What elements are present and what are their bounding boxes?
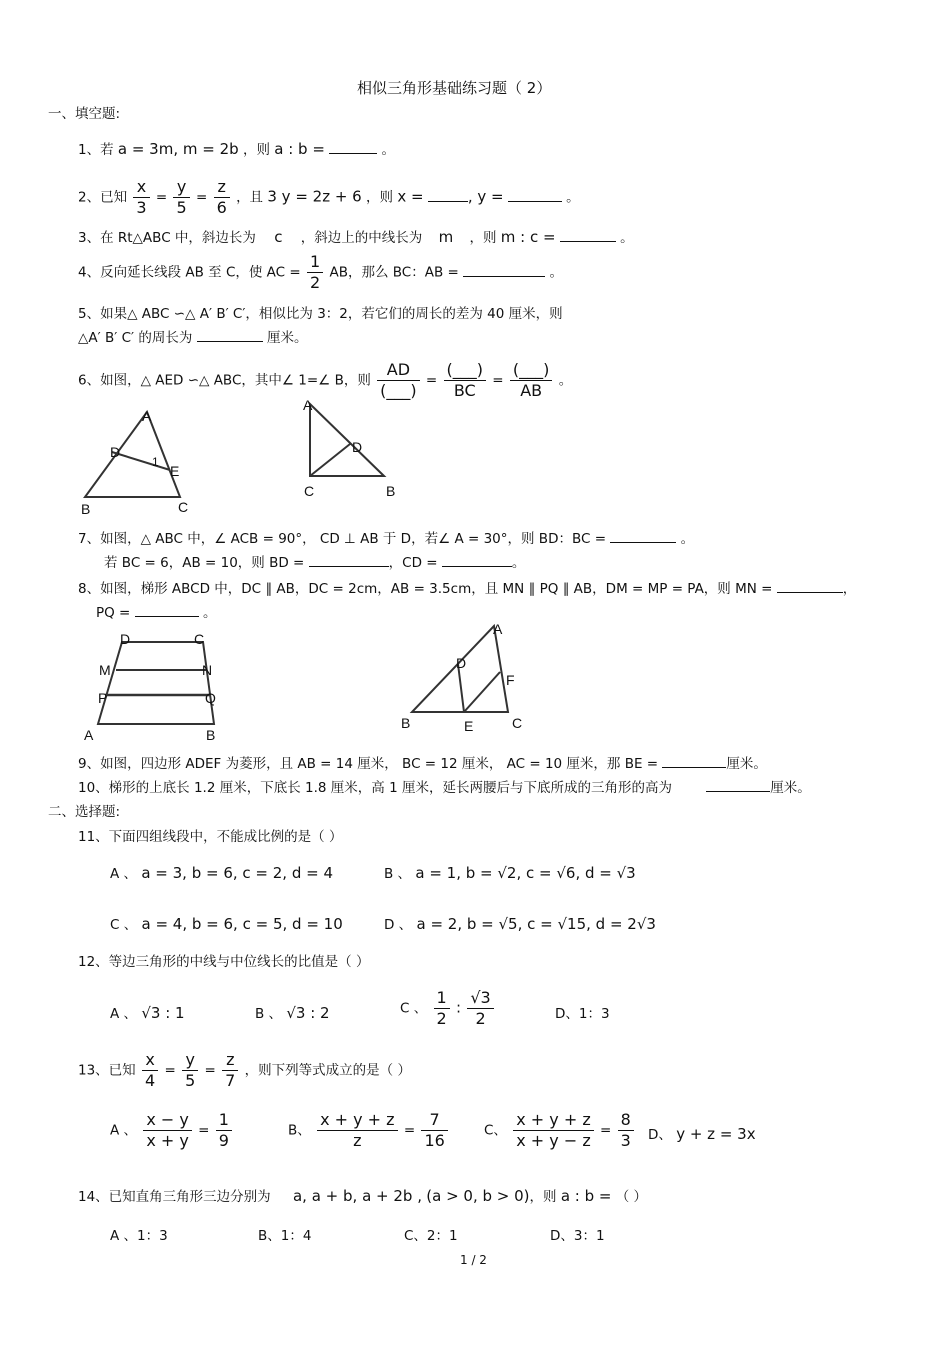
section-fill-blank: 一、填空题: bbox=[48, 106, 121, 122]
trapezoid-abcd bbox=[98, 642, 214, 724]
q13-a-lhs: $\frac{x - y}{x + y}$ bbox=[143, 1110, 192, 1151]
label-a: A bbox=[303, 397, 313, 413]
label-b: B bbox=[386, 483, 396, 499]
q11-option-a[interactable] bbox=[110, 862, 333, 882]
q12-option-b-text: √3 : 2 bbox=[286, 1004, 330, 1022]
q12-option-c-label: C 、 bbox=[400, 1000, 428, 1017]
label-p: P bbox=[98, 690, 108, 706]
q13-option-c[interactable] bbox=[484, 1110, 636, 1151]
q13-option-d[interactable] bbox=[648, 1123, 756, 1143]
segment-de bbox=[112, 452, 170, 470]
q13-b-equals: = bbox=[403, 1122, 416, 1139]
q13-option-d-label: D、 bbox=[648, 1127, 672, 1143]
question-1 bbox=[78, 138, 395, 158]
label-q: Q bbox=[205, 690, 216, 706]
label-d: D bbox=[456, 655, 467, 671]
q14-option-d[interactable]: D、3：1 bbox=[550, 1228, 605, 1244]
q2-frac-y: $\frac{y}{5}$ bbox=[173, 177, 189, 218]
q14-ratio: a : b = bbox=[560, 1187, 612, 1205]
q13-option-d-text: y + z = 3x bbox=[676, 1125, 756, 1143]
label-d: D bbox=[120, 631, 131, 647]
q2-x: x = bbox=[397, 187, 424, 206]
q11-option-b-label: B 、 bbox=[384, 866, 412, 882]
q14-paren: （ ） bbox=[615, 1189, 648, 1205]
q2-equation: 3 y = 2z + 6 bbox=[267, 187, 362, 206]
q11-option-b-text: a = 1, b = √2, c = √6, d = √3 bbox=[415, 864, 636, 882]
question-5-line2 bbox=[78, 326, 307, 346]
segment-cd bbox=[310, 444, 350, 476]
question-12-stem: 12、等边三角形的中线与中位线长的比值是（ ） bbox=[78, 954, 370, 970]
q8-pq-blank[interactable] bbox=[135, 603, 199, 618]
label-b: B bbox=[401, 715, 411, 731]
question-7-line1 bbox=[78, 527, 694, 547]
q12-option-b-label: B 、 bbox=[255, 1006, 283, 1022]
q3-m: m bbox=[438, 228, 454, 246]
q8-comma: ， bbox=[842, 581, 857, 597]
q4-end: 。 bbox=[549, 264, 563, 281]
q7-cd-blank[interactable] bbox=[442, 553, 512, 568]
q13-frac-x: $\frac{x}{4}$ bbox=[142, 1050, 158, 1091]
q2-y: , y = bbox=[467, 187, 504, 206]
q9-answer-blank[interactable] bbox=[662, 754, 726, 769]
q1-end: 。 bbox=[381, 142, 395, 158]
q2-and: ，且 bbox=[236, 189, 264, 206]
q13-b-lhs: $\frac{x + y + z}{z}$ bbox=[317, 1110, 398, 1151]
q9-text: 9、如图，四边形 ADEF 为菱形，且 AB = 14 厘米， BC = 12 厘米， AC = 10 厘米，那 BE = bbox=[78, 756, 659, 772]
question-6: 6、如图，△ AED ∽△ ABC，其中∠ 1=∠ B，则 $\frac{AD}{(\_\_\_)}$ = $\frac{(\_\_\_)}{BC}$ = $\frac{(\_\_\_)}{AB}$ 。 bbox=[78, 360, 573, 400]
label-e: E bbox=[170, 463, 180, 479]
q7-cd: ，CD = bbox=[388, 555, 438, 571]
q3-then: ，则 bbox=[469, 230, 497, 246]
q14-sides: a, a + b, a + 2b , bbox=[292, 1187, 422, 1205]
q6-frac-1: $\frac{AD}{(\_\_\_)}$ bbox=[377, 360, 419, 401]
q12-option-a[interactable] bbox=[110, 1002, 185, 1022]
q13-c-equals: = bbox=[600, 1122, 612, 1139]
q10-unit: 厘米。 bbox=[770, 780, 811, 796]
q12-c-frac-1: $\frac{1}{2}$ bbox=[434, 988, 450, 1029]
q7-end: 。 bbox=[680, 531, 695, 547]
q8-mn-blank[interactable] bbox=[777, 579, 843, 594]
q3-expr: m : c = bbox=[500, 228, 556, 246]
q6-end: 。 bbox=[558, 372, 573, 389]
q11-option-a-text: a = 3, b = 6, c = 2, d = 4 bbox=[141, 864, 334, 882]
triangle-abc bbox=[85, 412, 180, 497]
q11-option-d[interactable] bbox=[384, 913, 656, 933]
label-a: A bbox=[142, 408, 152, 424]
label-n: N bbox=[202, 662, 213, 678]
q11-option-c[interactable] bbox=[110, 913, 343, 933]
q12-option-c[interactable] bbox=[400, 988, 496, 1029]
q5-perimeter: △A′ B′ C′ 的周长为 bbox=[78, 330, 193, 346]
q7-given: 若 BC = 6，AB = 10，则 BD = bbox=[104, 555, 305, 571]
page-number: 1 / 2 bbox=[460, 1253, 487, 1267]
question-3 bbox=[78, 226, 634, 246]
q12-c-frac-2: $\frac{√3}{2}$ bbox=[467, 988, 493, 1029]
figure-rhombus-adef bbox=[396, 616, 536, 741]
q11-option-b[interactable] bbox=[384, 862, 636, 882]
label-angle-1: 1 bbox=[152, 455, 159, 469]
label-c: C bbox=[512, 715, 523, 731]
q4-half: $\frac{1}{2}$ bbox=[307, 252, 323, 293]
q12-option-a-text: √3 : 1 bbox=[141, 1004, 185, 1022]
label-a: A bbox=[493, 621, 503, 637]
q13-option-c-label: C、 bbox=[484, 1122, 507, 1139]
q9-unit: 厘米。 bbox=[726, 756, 767, 772]
q1-answer-blank[interactable] bbox=[329, 140, 377, 155]
q14-option-a[interactable]: A 、1：3 bbox=[110, 1228, 168, 1244]
q4-then: AB，那么 BC：AB = bbox=[329, 264, 459, 281]
q13-c-lhs: $\frac{x + y + z}{x + y - z}$ bbox=[513, 1110, 594, 1151]
q13-a-equals: = bbox=[198, 1122, 210, 1139]
q2-frac-x: $\frac{x}{3}$ bbox=[133, 177, 149, 218]
q7-ratio-blank[interactable] bbox=[610, 529, 676, 544]
q1-expr: a : b = bbox=[274, 140, 325, 158]
label-e: E bbox=[464, 718, 474, 734]
q3-prefix: 3、在 Rt△ABC 中，斜边长为 bbox=[78, 230, 256, 246]
q12-option-b[interactable] bbox=[255, 1002, 330, 1022]
q2-y-blank[interactable] bbox=[508, 187, 562, 202]
q6-prefix: 6、如图，△ AED ∽△ ABC，其中∠ 1=∠ B，则 bbox=[78, 372, 371, 389]
q6-frac-3: $\frac{(\_\_\_)}{AB}$ bbox=[510, 360, 552, 401]
q3-answer-blank[interactable] bbox=[560, 228, 616, 243]
figure-right-triangle-abc bbox=[298, 396, 408, 506]
q8-end: 。 bbox=[202, 605, 217, 621]
q14-option-c[interactable]: C、2：1 bbox=[404, 1228, 458, 1244]
label-d: D bbox=[352, 439, 363, 455]
q11-option-d-label: D 、 bbox=[384, 917, 413, 933]
q2-end: 。 bbox=[566, 189, 580, 206]
label-f: F bbox=[506, 672, 515, 688]
q1-condition: a = 3m, m = 2b bbox=[117, 140, 239, 158]
q13-b-rhs: $\frac{7}{16}$ bbox=[421, 1110, 447, 1151]
triangle-abc-right bbox=[310, 404, 384, 476]
q12-option-a-label: A 、 bbox=[110, 1006, 138, 1022]
label-c: C bbox=[178, 499, 189, 515]
label-c: C bbox=[304, 483, 315, 499]
question-9 bbox=[78, 752, 767, 772]
q5-unit: 厘米。 bbox=[266, 330, 308, 346]
q2-frac-z: $\frac{z}{6}$ bbox=[214, 177, 230, 218]
question-5-line1: 5、如果△ ABC ∽△ A′ B′ C′，相似比为 3：2，若它们的周长的差为 40 厘米，则 bbox=[78, 306, 563, 322]
q2-x-blank[interactable] bbox=[428, 187, 468, 202]
q13-option-a-label: A 、 bbox=[110, 1122, 138, 1139]
label-c: C bbox=[194, 631, 205, 647]
q13-option-b-label: B、 bbox=[288, 1122, 311, 1139]
figure-triangle-aed-abc bbox=[75, 402, 205, 517]
q5-answer-blank[interactable] bbox=[197, 328, 263, 343]
question-7-line2 bbox=[104, 551, 525, 571]
q2-prefix: 2、已知 bbox=[78, 189, 128, 206]
q12-option-d[interactable]: D、1：3 bbox=[555, 1006, 610, 1022]
q7-end2: 。 bbox=[511, 555, 526, 571]
q14-prefix: 14、已知直角三角形三边分别为 bbox=[78, 1189, 271, 1205]
label-a: A bbox=[84, 727, 94, 743]
q7-bd-blank[interactable] bbox=[309, 553, 389, 568]
label-b: B bbox=[81, 501, 91, 517]
q8-pq: PQ = bbox=[96, 605, 131, 621]
q3-c: c bbox=[274, 228, 283, 246]
segment-de bbox=[458, 664, 464, 712]
q1-prefix: 1、若 bbox=[78, 142, 114, 158]
question-2: 2、已知 $\frac{x}{3}$ = $\frac{y}{5}$ = $\frac{z}{6}$ ，且 3 y = 2z + 6 ，则 x = , y = 。 bbox=[78, 177, 580, 217]
q14-option-b[interactable]: B、1：4 bbox=[258, 1228, 312, 1244]
label-b: B bbox=[206, 727, 216, 743]
q6-frac-2: $\frac{(\_\_\_)}{BC}$ bbox=[444, 360, 486, 401]
q8-text: 8、如图，梯形 ABCD 中，DC ∥ AB，DC = 2cm，AB = 3.5cm，且 MN ∥ PQ ∥ AB，DM = MP = PA，则 MN = bbox=[78, 581, 773, 597]
label-d: D bbox=[110, 444, 121, 460]
q13-c-rhs: $\frac{8}{3}$ bbox=[618, 1110, 634, 1151]
section-multiple-choice: 二、选择题: bbox=[48, 804, 121, 820]
figure-trapezoid-abcd bbox=[80, 628, 230, 746]
label-m: M bbox=[99, 662, 111, 678]
q4-answer-blank[interactable] bbox=[463, 262, 545, 277]
question-13-stem: 13、已知 $\frac{x}{4}$ = $\frac{y}{5}$ = $\frac{z}{7}$ ，则下列等式成立的是（ ） bbox=[78, 1050, 411, 1090]
q4-prefix: 4、反向延长线段 AB 至 C，使 AC = bbox=[78, 264, 301, 281]
question-14-stem bbox=[78, 1185, 647, 1205]
q12-c-colon: : bbox=[456, 998, 462, 1017]
q13-frac-y: $\frac{y}{5}$ bbox=[182, 1050, 198, 1091]
q3-end: 。 bbox=[620, 230, 634, 246]
q13-prefix: 13、已知 bbox=[78, 1062, 136, 1079]
segment-ef bbox=[464, 672, 500, 712]
q11-option-d-text: a = 2, b = √5, c = √15, d = 2√3 bbox=[416, 915, 656, 933]
q11-option-a-label: A 、 bbox=[110, 866, 138, 882]
q10-text: 10、梯形的上底长 1.2 厘米，下底长 1.8 厘米，高 1 厘米，延长两腰后与下底所成的三角形的高为 bbox=[78, 780, 672, 796]
question-4 bbox=[78, 252, 563, 293]
q11-option-c-text: a = 4, b = 6, c = 5, d = 10 bbox=[141, 915, 343, 933]
q11-option-c-label: C 、 bbox=[110, 917, 138, 933]
q3-median: ，斜边上的中线长为 bbox=[300, 230, 423, 246]
q13-frac-z: $\frac{z}{7}$ bbox=[222, 1050, 238, 1091]
q2-then: ，则 bbox=[366, 189, 394, 206]
q1-then: ，则 bbox=[242, 142, 270, 158]
q13-a-rhs: $\frac{1}{9}$ bbox=[216, 1110, 232, 1151]
question-11-stem: 11、下面四组线段中，不能成比例的是（ ） bbox=[78, 829, 343, 845]
q13-question: ，则下列等式成立的是（ ） bbox=[244, 1062, 411, 1079]
q14-then: ，则 bbox=[529, 1189, 557, 1205]
question-8-line2 bbox=[96, 601, 216, 621]
q7-text: 7、如图，△ ABC 中，∠ ACB = 90°， CD ⊥ AB 于 D，若∠ A = 30°，则 BD：BC = bbox=[78, 531, 607, 547]
q10-answer-blank[interactable] bbox=[706, 778, 770, 793]
q13-option-a[interactable] bbox=[110, 1110, 234, 1151]
question-10 bbox=[78, 776, 811, 796]
q13-option-b[interactable] bbox=[288, 1110, 450, 1151]
page-title: 相似三角形基础练习题（ 2） bbox=[357, 79, 552, 97]
question-8-line1 bbox=[78, 577, 856, 597]
q14-conditions: (a > 0, b > 0) bbox=[426, 1187, 530, 1205]
